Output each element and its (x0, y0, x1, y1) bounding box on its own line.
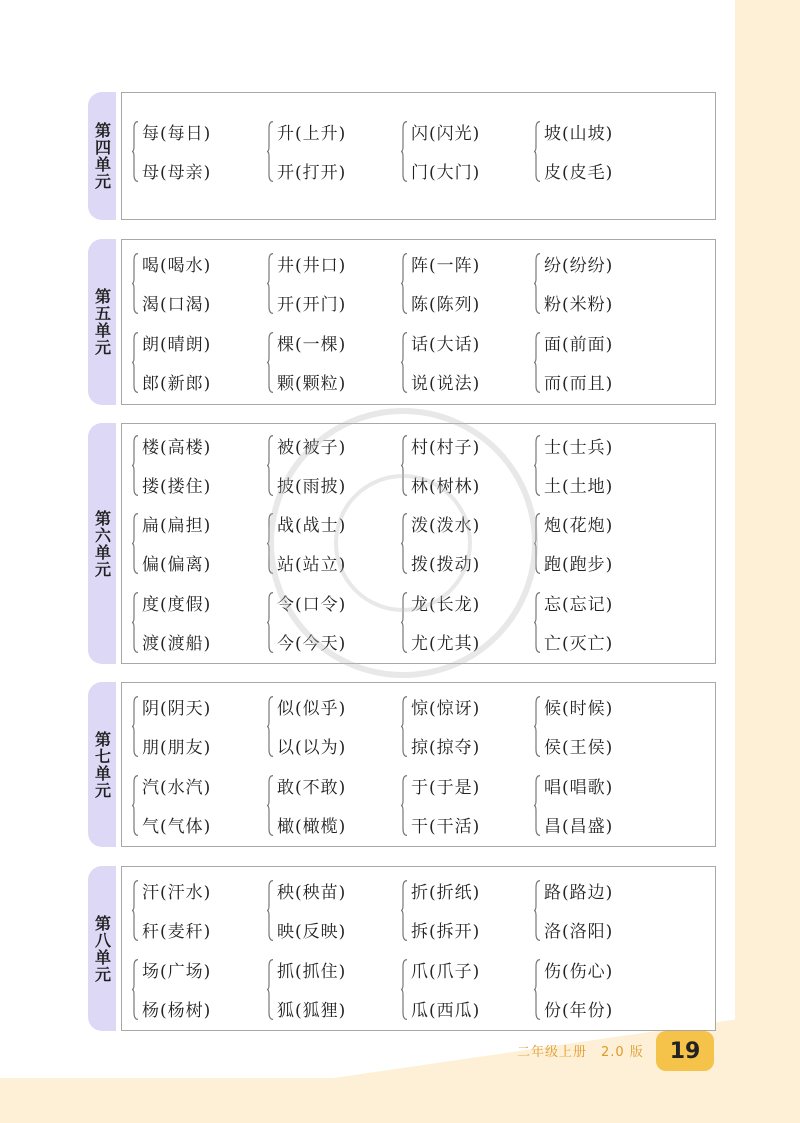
word-entry: 喝(喝水) (142, 256, 212, 276)
brace-icon (534, 513, 541, 574)
word-pair (132, 117, 257, 186)
brace-icon (132, 435, 139, 496)
unit-label: 第四单元 (92, 122, 112, 190)
brace-icon (401, 435, 408, 496)
unit-label: 第八单元 (92, 914, 112, 983)
word-pair (401, 692, 526, 761)
word-entry: 昌(昌盛) (544, 817, 614, 837)
word-entry: 忘(忘记) (544, 595, 614, 615)
page-number: 19 (656, 1031, 714, 1071)
brace-icon (534, 253, 541, 314)
word-pair (401, 249, 526, 318)
word-pair (132, 249, 257, 318)
word-pair (267, 955, 392, 1024)
word-entry: 秆(麦秆) (142, 922, 212, 942)
word-entry: 于(于是) (411, 778, 481, 798)
word-entry: 橄(橄榄) (277, 817, 347, 837)
word-entry: 朋(朋友) (142, 738, 212, 758)
word-entry: 狐(狐狸) (277, 1001, 347, 1021)
word-entry: 棵(一棵) (277, 335, 347, 355)
brace-icon (132, 332, 139, 393)
word-entry: 令(口令) (277, 595, 347, 615)
word-entry: 汽(水汽) (142, 778, 212, 798)
word-pair (401, 955, 526, 1024)
brace-icon (267, 121, 274, 182)
word-box (121, 92, 716, 220)
word-entry: 站(站立) (277, 555, 347, 575)
word-entry: 候(时候) (544, 699, 614, 719)
word-entry: 杨(杨树) (142, 1001, 212, 1021)
unit-tab (88, 239, 116, 405)
unit-tab (88, 866, 116, 1031)
brace-icon (132, 121, 139, 182)
word-entry: 面(前面) (544, 335, 614, 355)
brace-icon (267, 775, 274, 836)
word-entry: 扁(扁担) (142, 516, 212, 536)
word-entry: 掠(掠夺) (411, 738, 481, 758)
unit-section (88, 866, 716, 1031)
word-entry: 陈(陈列) (411, 295, 481, 315)
word-pair (267, 431, 392, 500)
word-entry: 洛(洛阳) (544, 922, 614, 942)
word-entry: 以(以为) (277, 738, 347, 758)
brace-icon (267, 592, 274, 653)
word-entry: 渡(渡船) (142, 634, 212, 654)
word-entry: 阵(一阵) (411, 256, 481, 276)
word-pair (534, 328, 659, 397)
word-entry: 折(折纸) (411, 883, 481, 903)
word-entry: 场(广场) (142, 962, 212, 982)
word-pair (401, 509, 526, 578)
unit-label: 第六单元 (92, 509, 112, 578)
word-entry: 被(被子) (277, 438, 347, 458)
word-pair (534, 249, 659, 318)
brace-icon (132, 592, 139, 653)
word-entry: 度(度假) (142, 595, 212, 615)
word-entry: 搂(搂住) (142, 477, 212, 497)
word-entry: 门(大门) (411, 163, 481, 183)
word-entry: 路(路边) (544, 883, 614, 903)
word-entry: 说(说法) (411, 374, 481, 394)
brace-icon (401, 332, 408, 393)
word-entry: 战(战士) (277, 516, 347, 536)
unit-tab (88, 92, 116, 220)
word-pair (132, 955, 257, 1024)
page-edge-strip (735, 0, 800, 1123)
word-entry: 纷(纷纷) (544, 256, 614, 276)
unit-section (88, 423, 716, 664)
word-pair (534, 771, 659, 840)
word-entry: 抓(抓住) (277, 962, 347, 982)
word-entry: 朗(晴朗) (142, 335, 212, 355)
word-pair (267, 876, 392, 945)
word-entry: 楼(高楼) (142, 438, 212, 458)
brace-icon (401, 880, 408, 941)
brace-icon (267, 253, 274, 314)
footer-band (0, 1078, 800, 1123)
word-entry: 龙(长龙) (411, 595, 481, 615)
brace-icon (401, 121, 408, 182)
word-entry: 村(村子) (411, 438, 481, 458)
brace-icon (267, 880, 274, 941)
word-pair (534, 117, 659, 186)
brace-icon (132, 959, 139, 1020)
word-entry: 披(雨披) (277, 477, 347, 497)
word-entry: 颗(颗粒) (277, 374, 347, 394)
word-pair (534, 588, 659, 657)
word-entry: 郎(新郎) (142, 374, 212, 394)
word-pair (267, 509, 392, 578)
word-pair (401, 117, 526, 186)
word-entry: 炮(花炮) (544, 516, 614, 536)
brace-icon (534, 880, 541, 941)
word-entry: 母(母亲) (142, 163, 212, 183)
word-box (121, 239, 716, 405)
word-pair (534, 431, 659, 500)
word-entry: 拆(拆开) (411, 922, 481, 942)
brace-icon (534, 332, 541, 393)
brace-icon (534, 696, 541, 757)
word-pair (534, 692, 659, 761)
word-entry: 粉(米粉) (544, 295, 614, 315)
word-entry: 气(气体) (142, 817, 212, 837)
brace-icon (267, 435, 274, 496)
word-pair (267, 588, 392, 657)
word-pair (132, 876, 257, 945)
word-pair (132, 692, 257, 761)
word-entry: 秧(秧苗) (277, 883, 347, 903)
word-entry: 阴(阴天) (142, 699, 212, 719)
word-entry: 干(干活) (411, 817, 481, 837)
word-entry: 爪(爪子) (411, 962, 481, 982)
word-entry: 唱(唱歌) (544, 778, 614, 798)
word-entry: 敢(不敢) (277, 778, 347, 798)
word-entry: 拨(拨动) (411, 555, 481, 575)
brace-icon (534, 775, 541, 836)
word-pair (534, 876, 659, 945)
word-entry: 升(上升) (277, 124, 347, 144)
word-pair (267, 249, 392, 318)
word-entry: 汗(汗水) (142, 883, 212, 903)
brace-icon (534, 435, 541, 496)
word-entry: 亡(灭亡) (544, 634, 614, 654)
word-box (121, 866, 716, 1031)
word-entry: 闪(闪光) (411, 124, 481, 144)
brace-icon (534, 121, 541, 182)
word-pair (401, 431, 526, 500)
word-pair (132, 328, 257, 397)
word-pair (401, 588, 526, 657)
word-entry: 跑(跑步) (544, 555, 614, 575)
word-entry: 泼(泼水) (411, 516, 481, 536)
word-pair (401, 876, 526, 945)
brace-icon (401, 592, 408, 653)
brace-icon (132, 775, 139, 836)
word-entry: 瓜(西瓜) (411, 1001, 481, 1021)
word-entry: 份(年份) (544, 1001, 614, 1021)
word-pair (132, 771, 257, 840)
word-entry: 渴(口渴) (142, 295, 212, 315)
word-entry: 似(似乎) (277, 699, 347, 719)
word-entry: 井(井口) (277, 256, 347, 276)
brace-icon (267, 959, 274, 1020)
unit-section (88, 239, 716, 405)
brace-icon (534, 592, 541, 653)
word-pair (267, 692, 392, 761)
brace-icon (267, 332, 274, 393)
brace-icon (401, 959, 408, 1020)
word-entry: 尤(尤其) (411, 634, 481, 654)
word-pair (132, 588, 257, 657)
word-entry: 伤(伤心) (544, 962, 614, 982)
word-pair (132, 509, 257, 578)
unit-section (88, 682, 716, 847)
word-pair (267, 117, 392, 186)
unit-label: 第五单元 (92, 288, 112, 356)
brace-icon (267, 513, 274, 574)
word-entry: 每(每日) (142, 124, 212, 144)
brace-icon (401, 513, 408, 574)
unit-section (88, 92, 716, 220)
book-edition: 二年级上册 2.0 版 (517, 1045, 644, 1060)
word-pair (534, 955, 659, 1024)
word-entry: 偏(偏离) (142, 555, 212, 575)
word-entry: 开(打开) (277, 163, 347, 183)
word-entry: 侯(王侯) (544, 738, 614, 758)
brace-icon (132, 696, 139, 757)
word-entry: 士(士兵) (544, 438, 614, 458)
brace-icon (132, 253, 139, 314)
brace-icon (267, 696, 274, 757)
word-pair (267, 328, 392, 397)
word-entry: 今(今天) (277, 634, 347, 654)
word-entry: 坡(山坡) (544, 124, 614, 144)
word-entry: 话(大话) (411, 335, 481, 355)
unit-tab (88, 682, 116, 847)
word-entry: 皮(皮毛) (544, 163, 614, 183)
brace-icon (534, 959, 541, 1020)
word-pair (401, 328, 526, 397)
brace-icon (132, 880, 139, 941)
unit-tab (88, 423, 116, 664)
word-entry: 林(树林) (411, 477, 481, 497)
brace-icon (401, 696, 408, 757)
word-entry: 映(反映) (277, 922, 347, 942)
brace-icon (132, 513, 139, 574)
word-box (121, 423, 716, 664)
word-pair (132, 431, 257, 500)
word-box (121, 682, 716, 847)
word-entry: 土(土地) (544, 477, 614, 497)
word-entry: 开(开门) (277, 295, 347, 315)
brace-icon (401, 253, 408, 314)
word-entry: 而(而且) (544, 374, 614, 394)
word-pair (534, 509, 659, 578)
word-pair (267, 771, 392, 840)
brace-icon (401, 775, 408, 836)
unit-label: 第七单元 (92, 730, 112, 799)
word-entry: 惊(惊讶) (411, 699, 481, 719)
word-pair (401, 771, 526, 840)
